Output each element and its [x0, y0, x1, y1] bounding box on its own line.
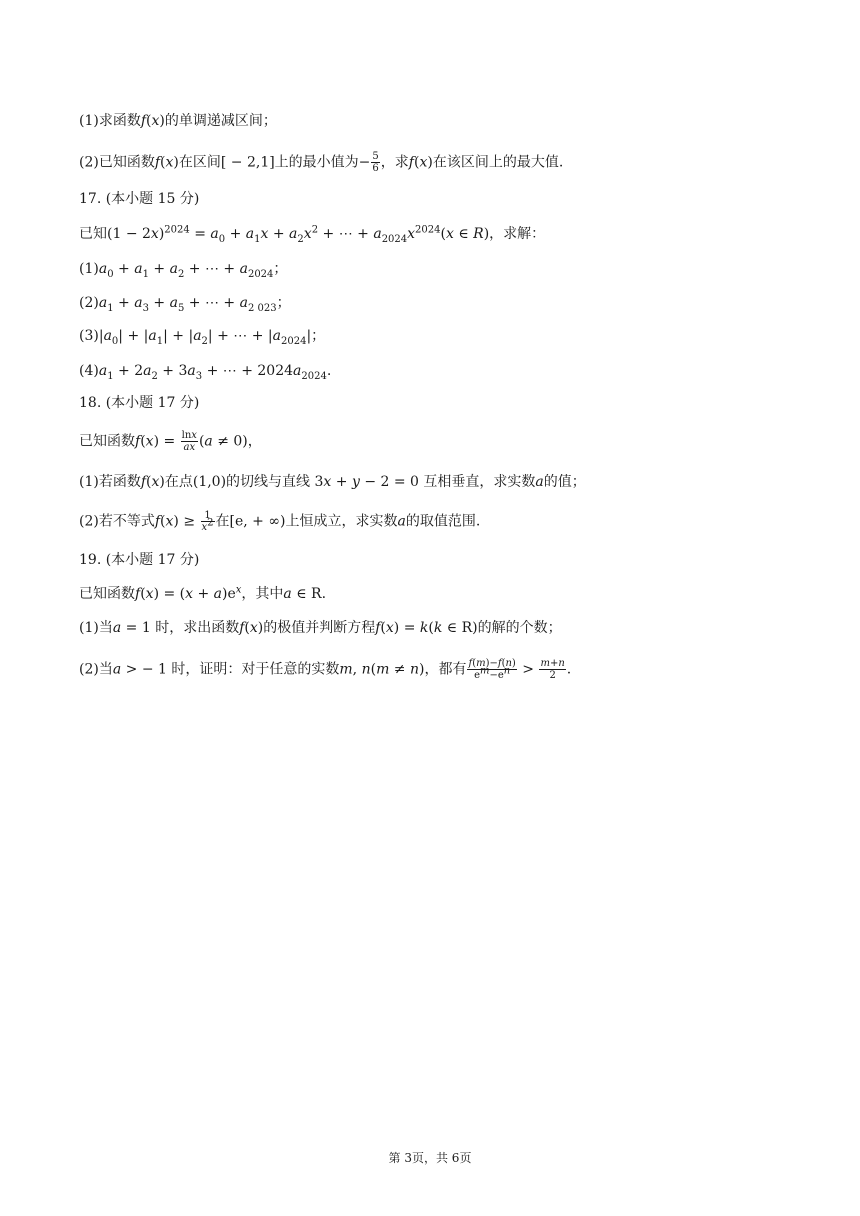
page-footer: 第 3页，共 6页: [388, 1151, 472, 1165]
question-18-heading: 18. (本小题 17 分): [79, 395, 200, 411]
question-16-part-2: (2)已知函数f(x)在区间[ − 2,1]上的最小值为− $\frac{5}{6}$ ，求f(x)在该区间上的最大值.: [79, 151, 564, 174]
question-17-part-2: $(2)a_1 + a_3 + a_5$ + ⋯ + $a_{2 023}$；: [79, 295, 291, 314]
question-17-part-3: $(3)|a_0| + |a_1| + |a_2|$ + ⋯ + $|a_{2024}|$；: [79, 328, 326, 347]
question-18-part-2: (2)若不等式f(x) ≥ $\frac{1}{x^2}$ 在[e, + ∞)上恒成立，求实数a的取值范围.: [79, 510, 481, 533]
question-17-part-1: $(1)a_0 + a_1 + a_2$ + ⋯ + $a_{2024}$；: [79, 261, 288, 280]
question-18-part-1: (1)若函数f(x)在点(1,0)的切线与直线 3x + y − 2 = 0 互相垂直，求实数a的值；: [79, 474, 586, 490]
question-19-part-1: (1)当a = 1 时，求出函数f(x)的极值并判断方程f(x) = k(k ∈ R)的解的个数；: [79, 620, 562, 636]
question-19-stem: 已知函数$f(x) = (x + a)e^x$，其中a ∈ R.: [79, 584, 327, 602]
question-19-heading: 19. (本小题 17 分): [79, 552, 200, 568]
question-16-part-1: (1)求函数f(x)的单调递减区间；: [79, 113, 277, 129]
question-17-part-4: $(4)a_1 + 2a_2 + 3a_3$ + ⋯ + $2024a_{2024}$.: [79, 363, 332, 382]
question-17-heading: 17. (本小题 15 分): [79, 191, 200, 207]
question-19-part-2: (2)当a > − 1 时，证明：对于任意的实数m, n(m ≠ n)，都有 $\frac{f(m)-f(n)}{e^m-e^n}$ > $\frac{m+n}{2}$ .: [79, 658, 572, 681]
question-18-stem: 已知函数f(x) = $\frac{\ln x}{ax}$ (a ≠ 0)，: [79, 430, 262, 453]
question-17-stem: 已知$(1 - 2x)^{2024} = a_0 + a_1x + a_2x^2$ + ⋯ + $a_{2024}x^{2024}(x$ ∈ R)，求解：: [79, 224, 546, 245]
